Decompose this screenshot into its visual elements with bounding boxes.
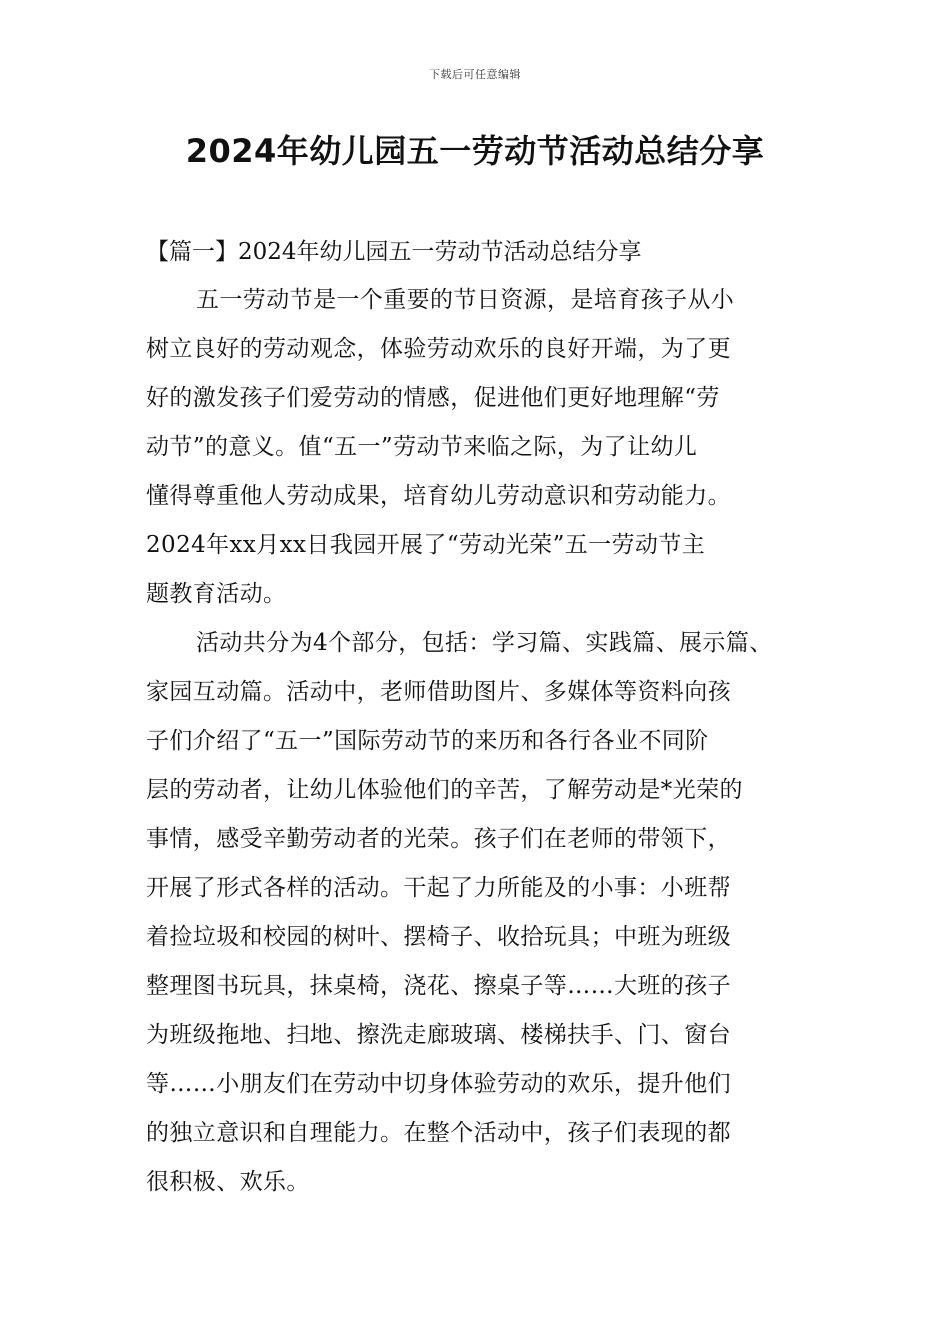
paragraph-line: 2024年xx月xx日我园开展了“劳动光荣”五一劳动节主 [146, 532, 706, 558]
paragraph-line: 好的激发孩子们爱劳动的情感，促进他们更好地理解“劳 [146, 385, 720, 411]
paragraph-2 [146, 619, 816, 1207]
paragraph-line: 家园互动篇。活动中，老师借助图片、多媒体等资料向孩 [146, 679, 731, 705]
paragraph-line: 事情，感受辛勤劳动者的光荣。孩子们在老师的带领下， [146, 826, 731, 852]
section-heading: 【篇一】2024年幼儿园五一劳动节活动总结分享 [146, 239, 642, 265]
paragraph-line: 活动共分为4个部分，包括：学习篇、实践篇、展示篇、 [196, 630, 773, 656]
paragraph-line: 着捡垃圾和校园的树叶、摆椅子、收拾玩具；中班为班级 [146, 924, 731, 950]
paragraph-line: 整理图书玩具，抹桌椅，浇花、擦桌子等……大班的孩子 [146, 973, 731, 999]
paragraph-line: 层的劳动者，让幼儿体验他们的辛苦，了解劳动是*光荣的 [146, 777, 743, 803]
document-title: 2024年幼儿园五一劳动节活动总结分享 [185, 132, 765, 170]
paragraph-line: 动节”的意义。值“五一”劳动节来临之际，为了让幼儿 [146, 434, 698, 460]
paragraph-line: 子们介绍了“五一”国际劳动节的来历和各行各业不同阶 [146, 728, 709, 754]
paragraph-line: 为班级拖地、扫地、擦洗走廊玻璃、楼梯扶手、门、窗台 [146, 1022, 731, 1048]
paragraph-line: 题教育活动。 [146, 581, 287, 607]
paragraph-1 [146, 276, 816, 619]
paragraph-line: 树立良好的劳动观念，体验劳动欢乐的良好开端，为了更 [146, 336, 731, 362]
paragraph-line: 等……小朋友们在劳动中切身体验劳动的欢乐，提升他们 [146, 1071, 731, 1097]
paragraph-line: 的独立意识和自理能力。在整个活动中，孩子们表现的都 [146, 1120, 731, 1146]
paragraph-line: 五一劳动节是一个重要的节日资源，是培育孩子从小 [196, 287, 735, 313]
paragraph-line: 开展了形式各样的活动。干起了力所能及的小事：小班帮 [146, 875, 731, 901]
paragraph-line: 很积极、欢乐。 [146, 1169, 310, 1195]
paragraph-line: 懂得尊重他人劳动成果，培育幼儿劳动意识和劳动能力。 [146, 483, 731, 509]
header-note: 下载后可任意编辑 [429, 68, 521, 81]
